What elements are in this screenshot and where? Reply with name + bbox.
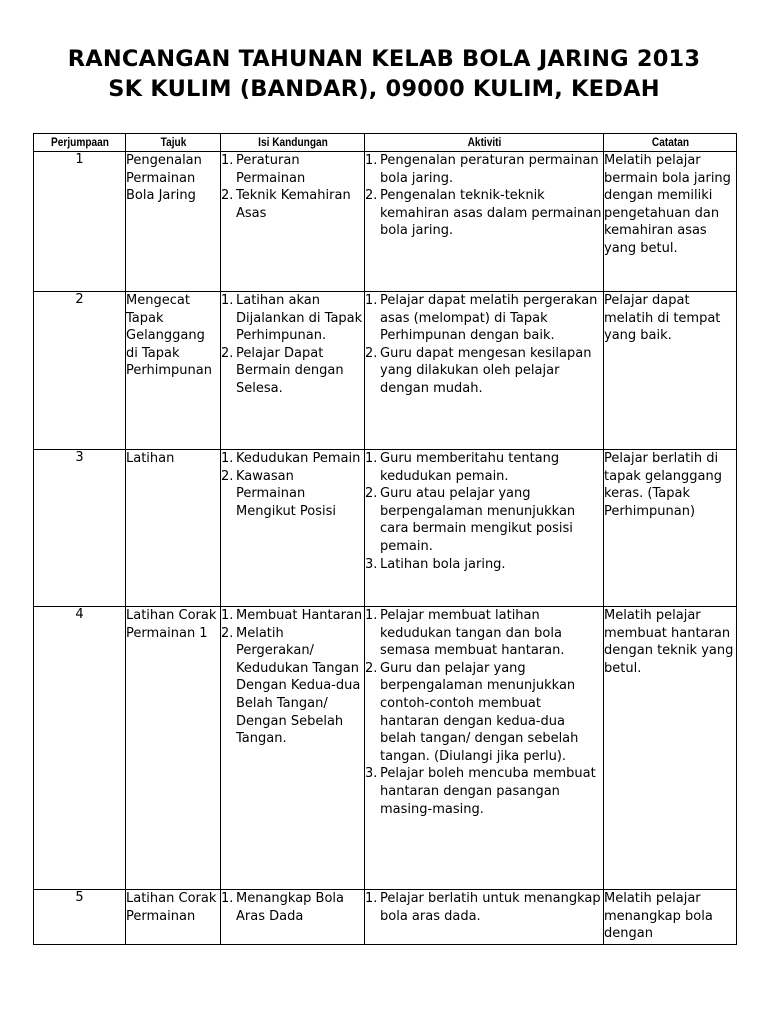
aktiviti-cell [365,607,604,890]
list-item [365,292,603,345]
tajuk-cell [126,292,221,450]
item-text: Latihan bola jaring. [380,556,506,572]
row-number: 5 [34,890,126,945]
item-text: Pelajar Dapat Bermain dengan Selesa. [236,345,344,396]
table-row [34,292,737,450]
list-item [365,556,603,574]
header-tajuk: Tajuk [131,134,215,152]
item-text: Guru dapat mengesan kesilapan yang dilakukan oleh pelajar dengan mudah. [380,345,592,396]
isi-cell [221,890,365,945]
item-text: Guru dan pelajar yang berpengalaman menunjukkan contoh-contoh membuat hantaran dengan kedua-dua belah tangan/ dengan sebelah tangan. (Diulangi jika perlu). [380,660,579,764]
item-text: Membuat Hantaran [236,608,363,623]
table-row [34,607,737,890]
item-text: Guru atau pelajar yang berpengalaman menunjukkan cara bermain mengikut posisi pemain. [380,486,576,554]
item-number: 3. [365,556,378,572]
item-number: 1. [365,891,378,906]
document-title [0,44,768,104]
catatan-cell [604,890,737,945]
list-item [221,187,364,222]
list-item [221,152,364,187]
item-number: 1. [221,891,234,906]
catatan-text: Melatih pelajar menangkap bola dengan [604,891,713,942]
item-number: 1. [221,451,234,466]
catatan-cell [604,607,737,890]
header-perjumpaan: Perjumpaan [39,134,120,152]
item-number: 2. [365,188,378,204]
tajuk-cell [126,152,221,292]
catatan-cell [604,450,737,607]
tajuk-cell [126,890,221,945]
item-text: Pengenalan peraturan permainan bola jaring. [380,153,599,186]
plan-table [33,133,737,945]
header-aktiviti: Aktiviti [379,134,589,152]
row-number: 1 [34,152,126,292]
header-isi-kandungan: Isi Kandungan [229,134,356,152]
item-text: Peraturan Permainan [236,153,306,186]
item-text: Menangkap Bola Aras Dada [236,891,345,924]
item-text: Melatih Pergerakan/ Kedudukan Tangan Dengan Kedua-dua Belah Tangan/ Dengan Sebelah Tangan. [236,625,361,747]
list-item [221,345,364,398]
row-number: 2 [34,292,126,450]
item-text: Guru memberitahu tentang kedudukan pemain. [380,451,560,484]
item-text: Pengenalan teknik-teknik kemahiran asas dalam permainan bola jaring. [380,188,602,239]
list-item [365,765,603,818]
isi-cell [221,152,365,292]
item-text: Kedudukan Pemain [236,451,361,466]
item-text: Pelajar boleh mencuba membuat hantaran dengan pasangan masing-masing. [380,766,596,817]
title-line-2: SK KULIM (BANDAR), 09000 KULIM, KEDAH [108,76,660,102]
tajuk-text: Mengecat Tapak Gelanggang di Tapak Perhimpunan [126,293,212,379]
list-item [365,345,603,398]
aktiviti-cell [365,152,604,292]
item-number: 2. [221,188,234,204]
catatan-text: Pelajar dapat melatih di tempat yang baik. [604,293,721,344]
list-item [365,152,603,187]
table-row [34,152,737,292]
catatan-text: Melatih pelajar membuat hantaran dengan teknik yang betul. [604,608,734,676]
tajuk-text: Latihan Corak Permainan 1 [126,608,217,641]
item-number: 1. [365,608,378,623]
list-item [221,890,364,925]
isi-cell [221,450,365,607]
title-line-1: RANCANGAN TAHUNAN KELAB BOLA JARING 2013 [67,46,701,72]
tajuk-cell [126,450,221,607]
item-text: Pelajar dapat melatih pergerakan asas (melompat) di Tapak Perhimpunan dengan baik. [380,293,598,344]
item-number: 2. [365,660,378,676]
table-header-row [34,134,737,152]
row-number: 4 [34,607,126,890]
tajuk-text: Pengenalan Permainan Bola Jaring [126,153,202,204]
isi-cell [221,607,365,890]
list-item [221,450,364,468]
list-item [221,625,364,748]
aktiviti-cell [365,450,604,607]
item-number: 2. [221,345,234,361]
aktiviti-cell [365,292,604,450]
item-number: 1. [365,451,378,466]
catatan-text: Melatih pelajar bermain bola jaring dengan memiliki pengetahuan dan kemahiran asas yang betul. [604,153,731,256]
table-row [34,890,737,945]
item-number: 3. [365,766,378,782]
list-item [365,450,603,485]
list-item [221,292,364,345]
item-number: 2. [365,486,378,502]
list-item [365,485,603,555]
tajuk-cell [126,607,221,890]
item-number: 1. [365,293,378,308]
item-number: 1. [221,608,234,623]
item-number: 2. [221,625,234,641]
item-text: Pelajar berlatih untuk menangkap bola aras dada. [380,891,601,924]
item-text: Kawasan Permainan Mengikut Posisi [236,468,337,519]
item-number: 1. [221,153,234,168]
list-item [221,607,364,625]
catatan-cell [604,152,737,292]
row-number: 3 [34,450,126,607]
item-number: 2. [365,345,378,361]
item-text: Pelajar membuat latihan kedudukan tangan dan bola semasa membuat hantaran. [380,608,565,659]
list-item [365,607,603,660]
table-row [34,450,737,607]
catatan-cell [604,292,737,450]
item-text: Latihan akan Dijalankan di Tapak Perhimpunan. [236,293,363,344]
list-item [365,187,603,240]
tajuk-text: Latihan [126,451,175,466]
item-number: 2. [221,468,234,484]
isi-cell [221,292,365,450]
list-item [221,468,364,521]
aktiviti-cell [365,890,604,945]
item-number: 1. [221,293,234,308]
tajuk-text: Latihan Corak Permainan [126,891,217,924]
catatan-text: Pelajar berlatih di tapak gelanggang keras. (Tapak Perhimpunan) [604,451,722,519]
item-text: Teknik Kemahiran Asas [236,188,351,221]
list-item [365,890,603,925]
list-item [365,660,603,766]
header-catatan: Catatan [611,134,728,152]
item-number: 1. [365,153,378,168]
